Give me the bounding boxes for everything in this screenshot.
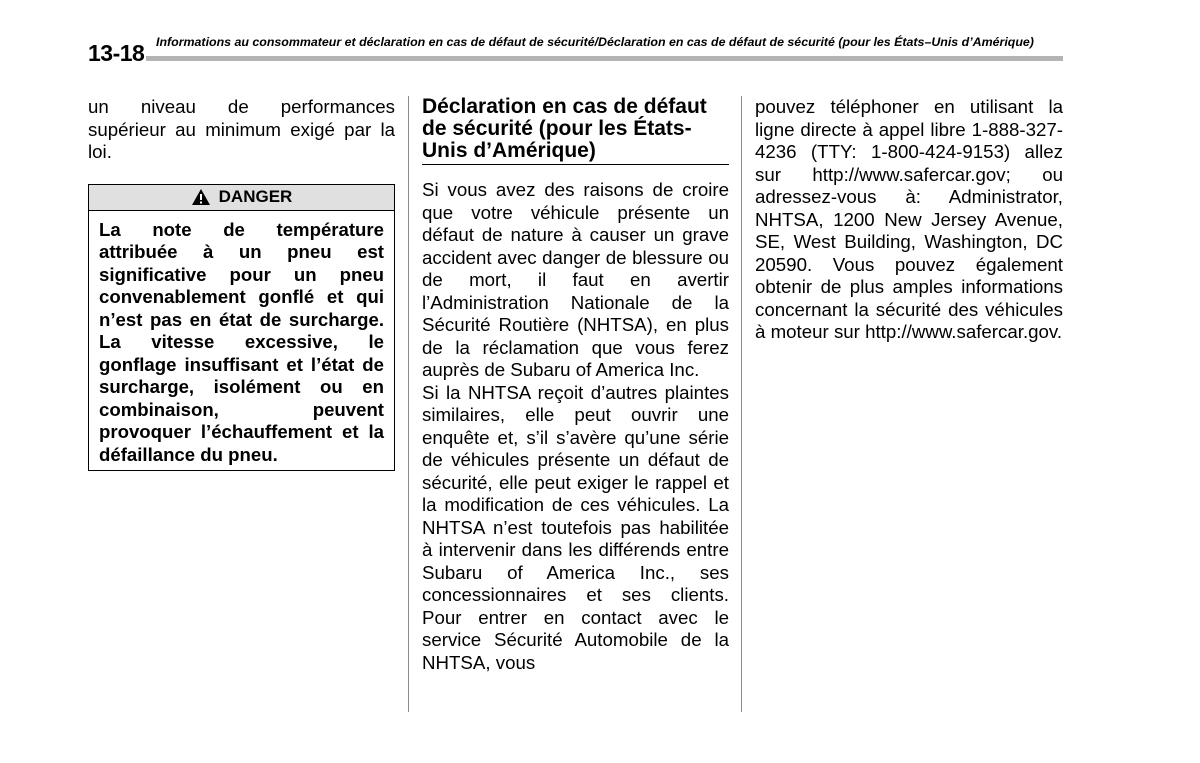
danger-header [89, 185, 394, 211]
section-title: Déclaration en cas de défaut de sécurité (pour les États-Unis d’Amérique) [422, 96, 729, 165]
column-divider-left [408, 96, 409, 712]
contact-paragraph: pouvez téléphoner en utilisant la ligne directe à appel libre 1-888-327-4236 (TTY: 1-800-424-9153) allez sur http://www.safercar.gov; ou adressez-vous à: Administrator, NHTSA, 1200 New Jersey Avenue, SE, West Building, Washington, DC 20590. Vous pouvez également obtenir de plus amples informations concernant la sécurité des véhicules à moteur sur http://www.safercar.gov. [755, 96, 1063, 342]
intro-text: un niveau de performances supérieur au minimum exigé par la loi. [88, 96, 395, 162]
danger-label: DANGER [218, 186, 293, 206]
column-divider-right [741, 96, 742, 712]
header-rule [146, 56, 1063, 61]
paragraph-1: Si vous avez des raisons de croire que votre véhicule présente un défaut de nature à causer un grave accident avec danger de blessure ou de mort, il faut en avertir l’Administration Nationale de la Sécurité Routière (NHTSA), en plus de la réclamation que vous ferez auprès de Subaru of America Inc. [422, 179, 729, 380]
danger-text: La note de température attribuée à un pneu est significative pour un pneu convenablement gonflé et qui n’est pas en état de surcharge. La vitesse excessive, le gonflage insuffisant et l’état de surcharge, isolément ou en combinaison, peuvent provoquer l’échauffement et la défaillance du pneu. [99, 218, 384, 465]
page-header [88, 34, 1063, 66]
paragraph-2: Si la NHTSA reçoit d’autres plaintes similaires, elle peut ouvrir une enquête et, s’il s’avère qu’une série de véhicules présente un défaut de sécurité, elle peut exiger le rappel et la modification de ces véhicules. La NHTSA n’est toutefois pas habilitée à intervenir dans les différends entre Subaru of America Inc., ses concessionnaires et ses clients. Pour entrer en contact avec le service Sécurité Automobile de la NHTSA, vous [422, 381, 729, 673]
page-number: 13-18 [88, 40, 145, 66]
danger-box [88, 184, 395, 472]
header-title: Informations au consommateur et déclaration en cas de défaut de sécurité/Déclaration en cas de défaut de sécurité (pour les États–Unis d’Amérique) [156, 35, 1034, 49]
column-left [88, 96, 395, 471]
warning-triangle-icon [191, 188, 211, 206]
column-right [755, 96, 1063, 344]
column-middle [422, 96, 729, 674]
